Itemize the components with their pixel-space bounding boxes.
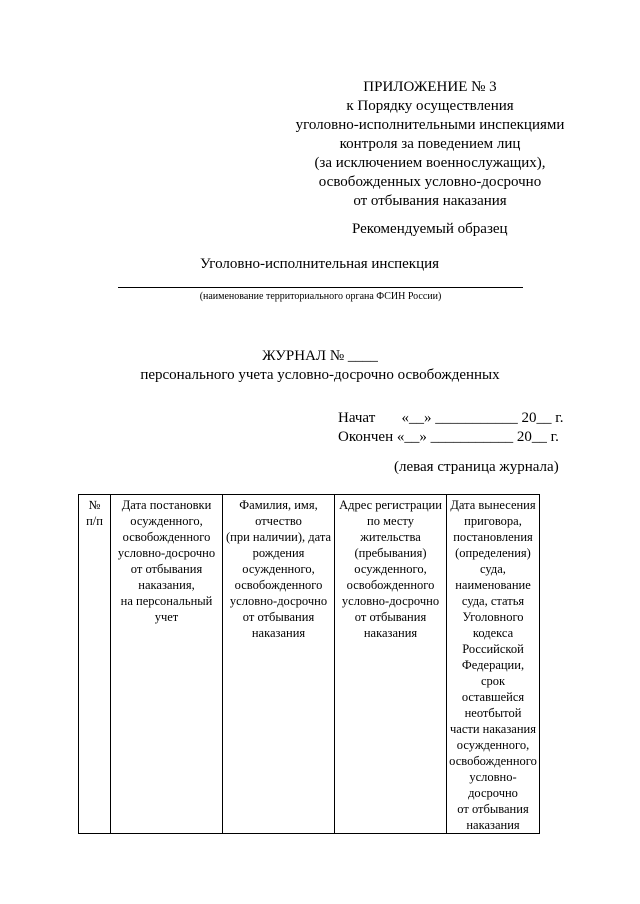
column-header-line: наименование <box>455 578 531 592</box>
page-note: (левая страница журнала) <box>394 459 559 475</box>
column-header-line: по месту <box>367 514 414 528</box>
appendix-line: к Порядку осуществления <box>346 98 514 114</box>
column-header-line: освобожденного <box>449 754 537 768</box>
column-header-line: Дата постановки <box>121 498 212 512</box>
column-header-line: освобожденного <box>234 578 323 592</box>
column-header-line: на персональный <box>120 594 213 608</box>
appendix-line: от отбывания наказания <box>353 193 507 209</box>
journal-heading <box>120 347 520 385</box>
column-header-line: отчество <box>255 514 302 528</box>
column-header-line: суда, статья <box>461 594 525 608</box>
journal-subtitle: персонального учета условно-досрочно освобожденных <box>140 367 500 383</box>
column-header-line: освобожденного <box>122 530 211 544</box>
column-header-line: от отбывания <box>242 610 315 624</box>
column-header-line: осужденного, <box>242 562 315 576</box>
started-line: Начат «__» ___________ 20__ г. <box>338 410 564 426</box>
column-header-line: наказания <box>363 626 418 640</box>
column-header-line: срок <box>480 674 506 688</box>
finished-line: Окончен «__» ___________ 20__ г. <box>338 429 559 445</box>
column-header-line: неотбытой <box>464 706 522 720</box>
column-header-line: кодекса <box>472 626 514 640</box>
column-header-number <box>79 495 111 834</box>
column-header-line: условно-досрочно <box>341 594 440 608</box>
column-header-line: от отбывания <box>130 562 203 576</box>
column-header-line: Уголовного <box>462 610 524 624</box>
column-header-line: наказания <box>466 818 520 832</box>
column-header-line: учет <box>154 610 179 624</box>
column-header-line: приговора, <box>464 514 522 528</box>
column-header-line: Дата вынесения <box>450 498 536 512</box>
journal-dates <box>338 409 563 447</box>
column-header-line: освобожденного <box>346 578 435 592</box>
appendix-line: контроля за поведением лиц <box>339 136 521 152</box>
column-header-line: условно-досрочно <box>229 594 328 608</box>
column-header-line: рождения <box>252 546 305 560</box>
journal-title: ЖУРНАЛ № ____ <box>262 348 378 364</box>
column-header-line: (пребывания) <box>354 546 427 560</box>
column-header-line: (определения) <box>455 546 531 560</box>
column-header-line: части наказания <box>450 722 536 736</box>
appendix-line: освобожденных условно-досрочно <box>318 174 542 190</box>
appendix-line: уголовно-исполнительными инспекциями <box>295 117 565 133</box>
column-header-line: наказания, <box>138 578 195 592</box>
appendix-title: ПРИЛОЖЕНИЕ № 3 <box>363 79 497 95</box>
column-header-line: Фамилия, имя, <box>239 498 318 512</box>
column-header-full-name <box>223 495 335 834</box>
column-header-line: оставшейся <box>461 690 525 704</box>
column-header-line: (при наличии), дата <box>225 530 332 544</box>
column-header-line: постановления <box>453 530 533 544</box>
column-header-line: Российской <box>462 642 524 656</box>
column-header-line: наказания <box>251 626 306 640</box>
column-header-line: осужденного, <box>456 738 530 752</box>
column-header-line: осужденного, <box>130 514 203 528</box>
inspection-name: Уголовно-исполнительная инспекция <box>200 256 440 272</box>
column-header-line: суда, <box>480 562 506 576</box>
column-header-line: № <box>88 498 101 512</box>
column-header-registration-date <box>111 495 223 834</box>
table-header-row <box>79 495 540 834</box>
column-header-line: жительства <box>360 530 421 544</box>
column-header-sentence-date <box>447 495 540 834</box>
column-header-line: условно- <box>469 770 517 784</box>
column-header-address <box>335 495 447 834</box>
column-header-line: п/п <box>86 514 103 528</box>
fill-in-caption: (наименование территориального органа ФСИН России) <box>199 291 442 302</box>
sample-label: Рекомендуемый образец <box>352 221 508 237</box>
column-header-line: досрочно <box>468 786 518 800</box>
appendix-line: (за исключением военнослужащих), <box>314 155 546 171</box>
column-header-line: осужденного, <box>354 562 427 576</box>
column-header-line: условно-досрочно <box>117 546 216 560</box>
column-header-line: от отбывания <box>457 802 529 816</box>
column-header-line: от отбывания <box>354 610 427 624</box>
fill-in-line <box>118 287 523 288</box>
journal-table <box>78 494 540 834</box>
column-header-line: Федерации, <box>461 658 525 672</box>
appendix-block <box>260 78 600 211</box>
column-header-line: Адрес регистрации <box>339 498 442 512</box>
